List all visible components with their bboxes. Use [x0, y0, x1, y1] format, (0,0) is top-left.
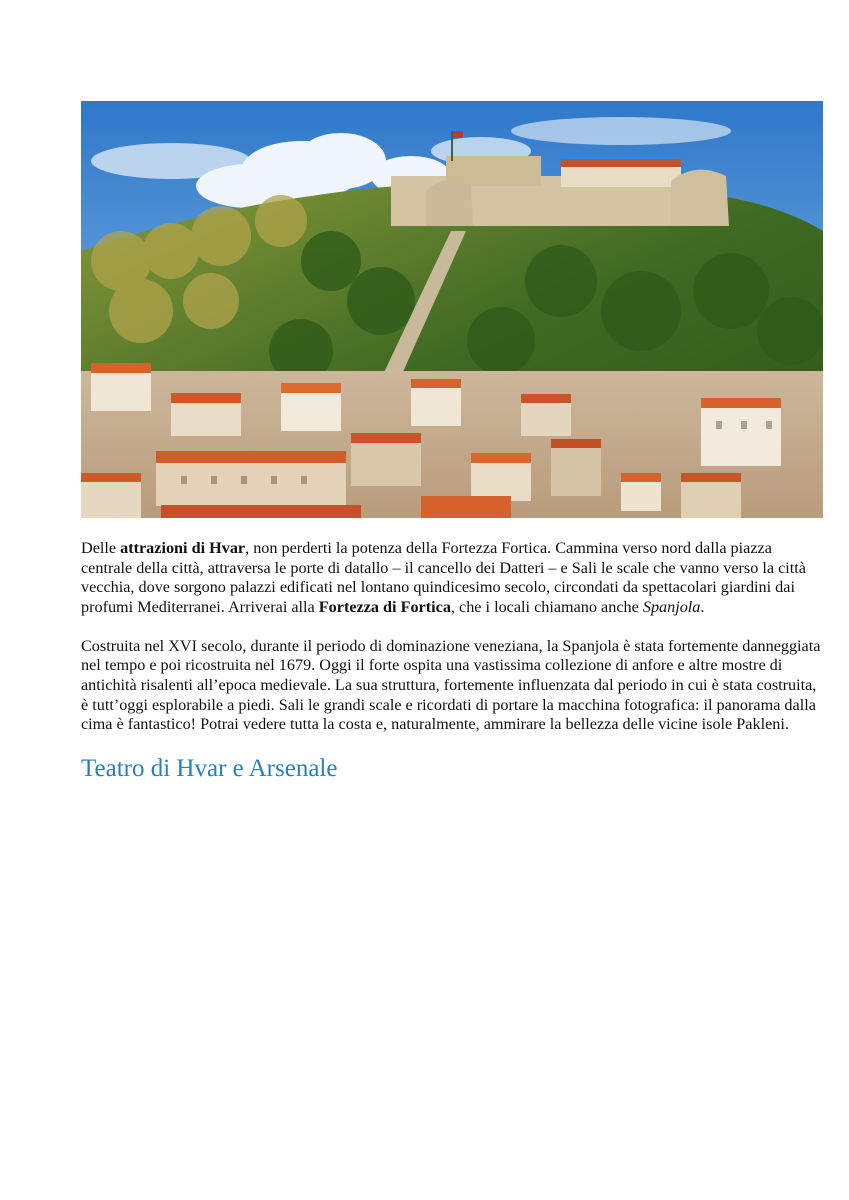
paragraph-fortica: [81, 539, 823, 617]
hvar-fortress-photo: [81, 101, 823, 518]
section-heading: Teatro di Hvar e Arsenale: [81, 754, 338, 782]
p1-text-1: Delle: [81, 539, 121, 557]
p1-text-4: .: [700, 597, 705, 616]
paragraph-spanjola: Costruita nel XVI secolo, durante il periodo di dominazione veneziana, la Spanjola è stata fortemente danneggiata nel tempo e poi ricostruita nel 1679. Oggi il forte ospita una vastissima collezione di anfore e altre mostre di antichità risalenti all’epoca medievale. La sua struttura, fortemente influenzata dal periodo in cui è stata costruita, è tutt’oggi esplorabile a piedi. Sali le grandi scale e ricordati di portare la macchina fotografica: il panorama dalla cima è fantastico! Potrai vedere tutta la costa e, naturalmente, ammirare la bellezza delle vicine isole Pakleni.: [81, 636, 821, 734]
p1-bold-attrazioni: attrazioni di Hvar: [120, 539, 246, 557]
page-content: [81, 101, 823, 784]
p1-text-3: , che i locali chiamano anche: [450, 597, 643, 616]
p1-text-2: , non perderti la potenza della Fortezza Fortica. Cammina verso nord dalla piazza centrale della città, attraversa le porte di datallo – il cancello dei Datteri – e Sali le scale che vanno verso la città vecchia, dove sorgono palazzi edificati nel lontano quindicesimo secolo, circondati da spettacolari giardini dai profumi Mediterranei. Arriverai alla: [81, 539, 806, 616]
p1-italic-spanjola: Spanjola: [642, 597, 701, 616]
p1-bold-fortezza: Fortezza di Fortica: [318, 597, 451, 616]
